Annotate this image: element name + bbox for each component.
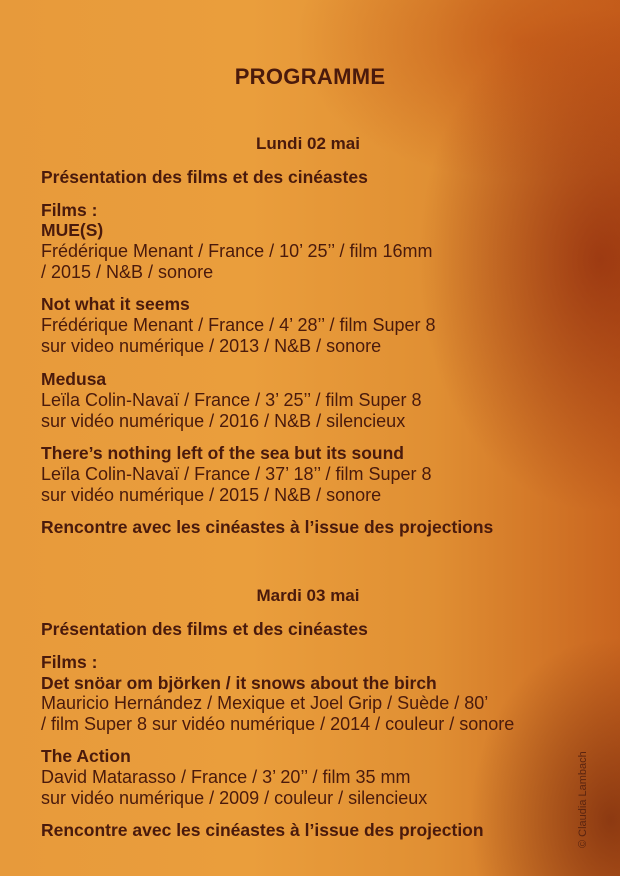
film-details: Frédérique Menant / France / 10’ 25’’ / film 16mm xyxy=(41,241,433,261)
film-details: Mauricio Hernández / Mexique et Joel Grip / Suède / 80’ xyxy=(41,693,489,713)
film-details: sur video numérique / 2013 / N&B / sonore xyxy=(41,336,382,356)
film-details: David Matarasso / France / 3’ 20’’ / film 35 mm xyxy=(41,767,411,787)
day1-date: Lundi 02 mai xyxy=(256,134,360,153)
day1-closing: Rencontre avec les cinéastes à l’issue des projections xyxy=(41,517,494,537)
day2-films-label: Films : xyxy=(41,652,98,672)
day2-closing: Rencontre avec les cinéastes à l’issue des projection xyxy=(41,820,484,840)
photo-credit: © Claudia Lambach xyxy=(577,751,589,848)
day1-intro: Présentation des films et des cinéastes xyxy=(41,167,368,187)
film-details: sur vidéo numérique / 2009 / couleur / silencieux xyxy=(41,788,428,808)
film-title: The Action xyxy=(41,746,131,766)
page-title: PROGRAMME xyxy=(234,64,386,89)
film-details: Leïla Colin-Navaï / France / 3’ 25’’ / film Super 8 xyxy=(41,390,422,410)
film-details: / film Super 8 sur vidéo numérique / 2014 / couleur / sonore xyxy=(41,714,515,734)
film-title: There’s nothing left of the sea but its sound xyxy=(41,443,404,463)
film-title: Det snöar om björken / it snows about the birch xyxy=(41,673,437,693)
film-title: Medusa xyxy=(41,369,107,389)
film-title: MUE(S) xyxy=(41,220,104,240)
film-details: sur vidéo numérique / 2015 / N&B / sonore xyxy=(41,485,382,505)
film-details: Leïla Colin-Navaï / France / 37’ 18’’ / film Super 8 xyxy=(41,464,432,484)
day2-date: Mardi 03 mai xyxy=(256,586,360,605)
film-details: sur vidéo numérique / 2016 / N&B / silencieux xyxy=(41,411,406,431)
film-details: Frédérique Menant / France / 4’ 28’’ / film Super 8 xyxy=(41,315,436,335)
film-details: / 2015 / N&B / sonore xyxy=(41,262,214,282)
day1-films-label: Films : xyxy=(41,200,98,220)
film-title: Not what it seems xyxy=(41,294,190,314)
day2-intro: Présentation des films et des cinéastes xyxy=(41,619,368,639)
